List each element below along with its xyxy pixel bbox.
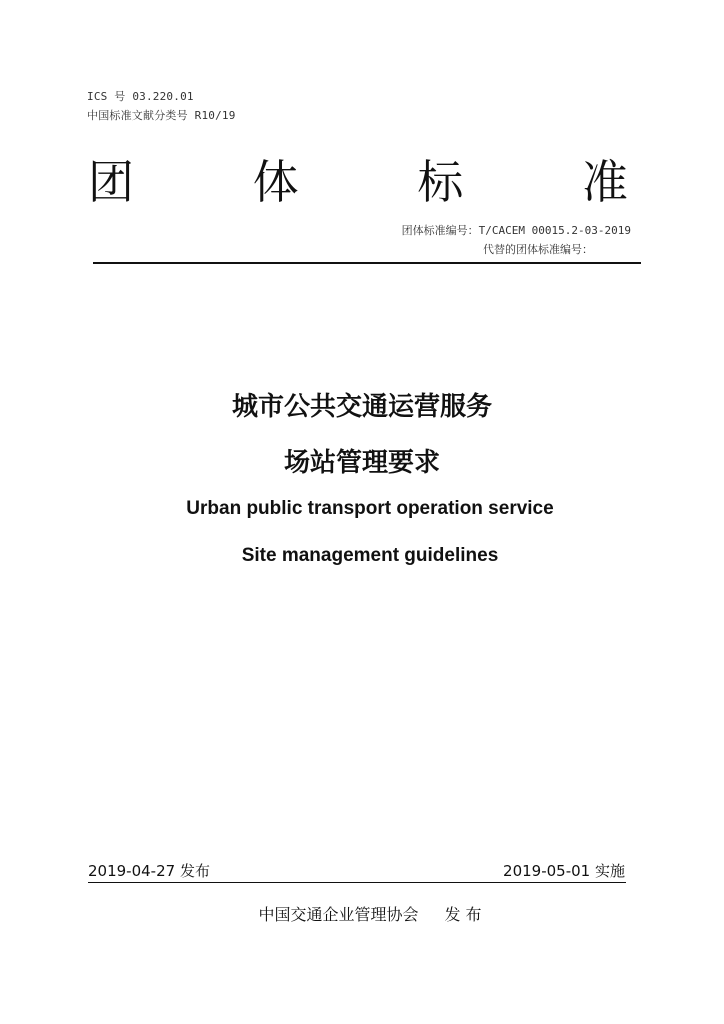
heading-char: 体 (252, 155, 299, 209)
standard-number: 团体标准编号：T/CACEM 00015.2-03-2019 (401, 224, 631, 237)
heading-char: 标 (417, 155, 464, 209)
publish-word: 发 布 (444, 905, 482, 924)
release-date: 2019-04-27 发布 (88, 862, 210, 880)
group-standard-heading (88, 152, 628, 212)
chinese-title-line-2: 场站管理要求 (283, 448, 440, 478)
replaced-standard-number: 代替的团体标准编号： (483, 243, 593, 256)
footer-divider (88, 882, 626, 883)
chinese-title-line-1: 城市公共交通运营服务 (231, 392, 492, 422)
ics-number: ICS 号 03.220.01 (87, 90, 194, 103)
header-divider (93, 262, 641, 264)
english-title-line-1: Urban public transport operation service (186, 498, 554, 519)
heading-char: 团 (88, 155, 134, 209)
classification-number: 中国标准文献分类号 R10/19 (87, 109, 236, 122)
english-title-line-2: Site management guidelines (241, 545, 499, 566)
publisher-name: 中国交通企业管理协会 (258, 905, 419, 924)
heading-char: 准 (581, 155, 628, 209)
publisher-line (0, 902, 724, 925)
implementation-date: 2019-05-01 实施 (503, 862, 625, 880)
